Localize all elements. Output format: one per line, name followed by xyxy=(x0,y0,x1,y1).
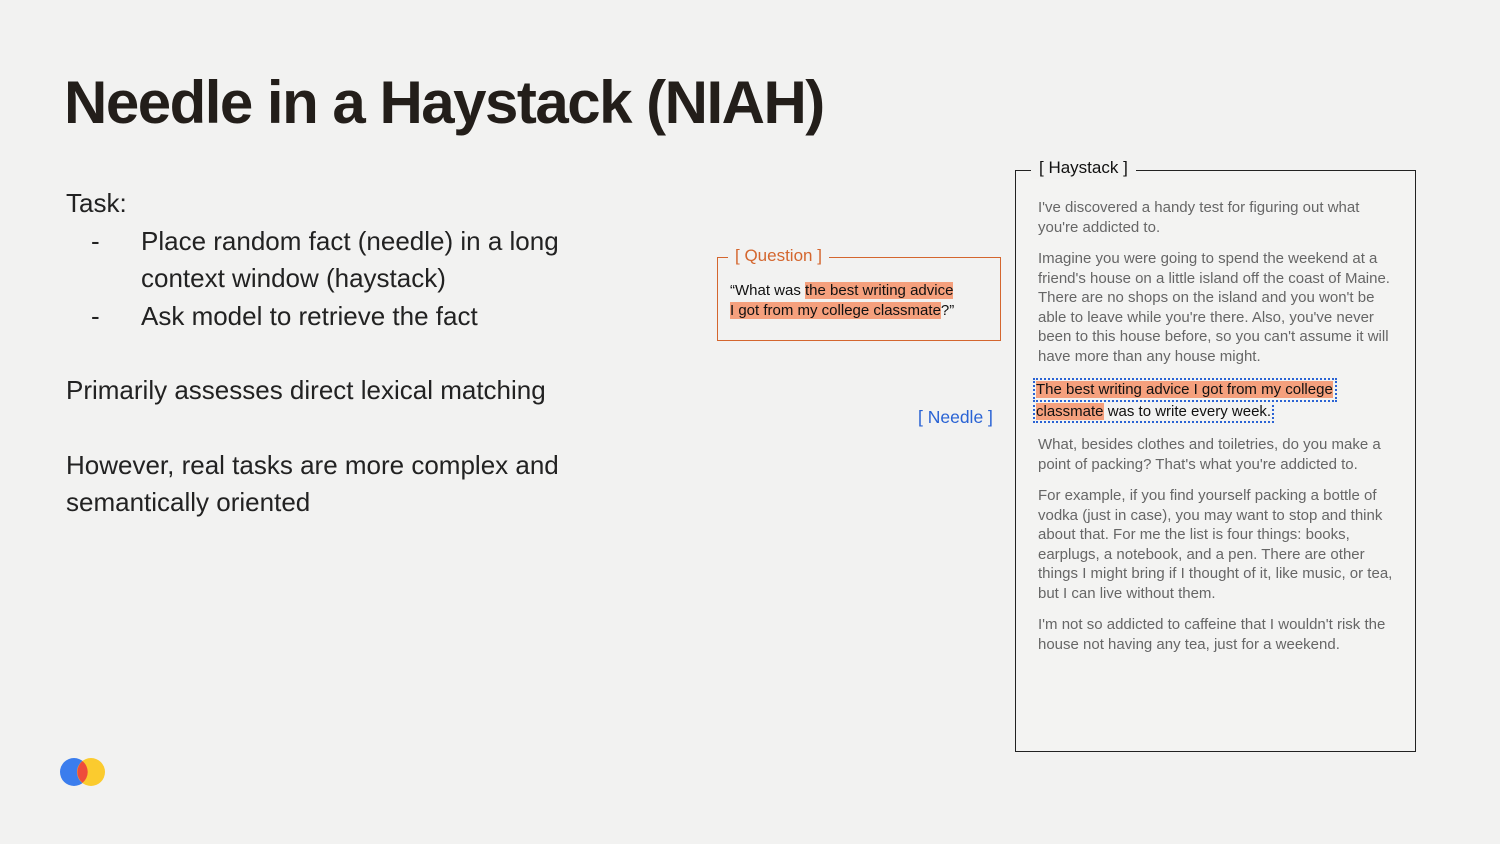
complexity-text: semantically oriented xyxy=(66,487,311,517)
needle-label: [ Needle ] xyxy=(918,407,993,427)
question-plain: “What was xyxy=(730,282,806,299)
question-plain: ?” xyxy=(940,302,955,319)
needle-highlight: classmate xyxy=(1036,402,1104,420)
complexity-text: However, real tasks are more complex and xyxy=(66,449,559,480)
needle-highlight: The best writing advice I got from my college xyxy=(1036,381,1333,398)
haystack-paragraph: I've discovered a handy test for figuring out what you're addicted to. xyxy=(1038,199,1360,236)
bullet-dash: - xyxy=(91,225,100,256)
haystack-content xyxy=(1038,198,1398,666)
task-description xyxy=(66,185,666,522)
haystack-paragraph: What, besides clothes and toiletries, do you make a point of packing? That's what you're addicted to. xyxy=(1038,436,1381,473)
needle-line xyxy=(1033,400,1274,424)
slide-title: Needle in a Haystack (NIAH) xyxy=(64,69,824,136)
bullet-text: context window (haystack) xyxy=(141,263,446,293)
bullet-text: Ask model to retrieve the fact xyxy=(141,300,478,331)
brand-logo-icon xyxy=(60,757,106,787)
bullet-text: Place random fact (needle) in a long xyxy=(141,225,559,256)
bullet-item xyxy=(66,298,666,336)
assessment-text: Primarily assesses direct lexical matching xyxy=(66,375,546,405)
bullet-item xyxy=(66,223,666,298)
question-text xyxy=(730,281,992,321)
needle-text xyxy=(1038,378,1398,423)
task-label: Task: xyxy=(66,188,127,218)
haystack-paragraph: Imagine you were going to spend the weekend at a friend's house on a little island off the coast of Maine. There are no shops on the island and you won't be able to leave while you're there. Also, you've never been to this house before, so you can't assume it will have more than any house might. xyxy=(1038,250,1390,365)
question-highlight: the best writing advice xyxy=(805,282,954,299)
haystack-paragraph: I'm not so addicted to caffeine that I wouldn't risk the house not having any tea, just for a weekend. xyxy=(1038,616,1386,653)
question-highlight: I got from my college classmate xyxy=(730,302,941,319)
needle-plain: was to write every week. xyxy=(1103,402,1272,420)
haystack-label: [ Haystack ] xyxy=(1031,157,1136,179)
bullet-dash: - xyxy=(91,300,100,331)
question-label: [ Question ] xyxy=(728,245,829,267)
needle-line xyxy=(1033,378,1337,402)
haystack-paragraph: For example, if you find yourself packing a bottle of vodka (just in case), you may want to stop and think about that. For me the list is four things: books, earplugs, a notebook, and a pen. There are other things I might bring if I thought of it, like music, or tea, but I can live without them. xyxy=(1038,487,1393,602)
